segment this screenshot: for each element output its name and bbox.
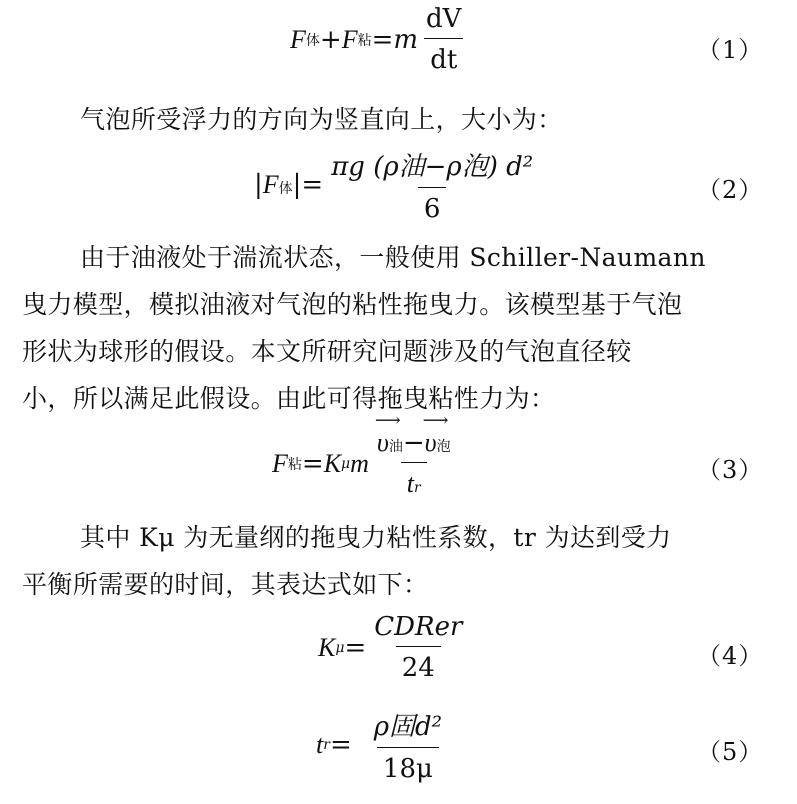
equation-number-3: （3） (697, 456, 764, 484)
equation-number-1: （1） (697, 36, 764, 64)
eq2-fraction (325, 146, 539, 224)
equation-1: F 体 + F 粘 =m $\frac{dV}{dt}$ （1） (290, 4, 764, 75)
equation-5: t r = $\frac{\text{ρ固d²}}{18\mu}$ （5） (0, 702, 797, 802)
eq2-numerator: πg (ρ油−ρ泡) d² (331, 152, 534, 182)
eq5-denominator: 18μ (377, 747, 439, 784)
eq3-numerator: ⟶ υ油−⟶ υ泡 (371, 428, 457, 462)
paragraph-drag-model: 由于油液处于湍流状态，一般使用 Schiller-Naumann 曳力模型，模拟油液对气泡的粘性拖曳力。该模型基于气泡 形状为球形的假设。本文所研究问题涉及的气泡直径较 小，所以满足此假设。由此可得拖曳粘性力为： (22, 243, 706, 413)
eq1-fraction (420, 4, 467, 75)
equation-3: F 粘 = K μ m ⟶ $\frac{\text{υ油−⟶ υ泡}}{tr}$ （3） (0, 420, 797, 520)
equation-number-2: （2） (697, 176, 764, 204)
eq4-denominator: 24 (396, 646, 441, 683)
eq2-denominator: 6 (418, 187, 447, 224)
eq3-fraction (371, 428, 457, 499)
eq5-fraction (368, 706, 448, 784)
equation-4: K μ = $\frac{\text{CDRer}}{24}$ （4） (318, 612, 764, 683)
eq1-denominator: dt (424, 38, 463, 75)
equation-2: |F体 |= $\frac{\text{πg (ρ油−ρ泡) d²}}{6}$ （2） (0, 140, 797, 240)
eq4-numerator: CDRer (374, 612, 463, 642)
paragraph-buoyancy: 气泡所受浮力的方向为竖直向上，大小为： (80, 105, 563, 134)
eq2-lhs: |F体 (254, 170, 293, 200)
equation-number-5: （5） (697, 738, 764, 766)
eq4-fraction (368, 612, 468, 683)
eq1-numerator: dV (426, 4, 462, 34)
eq1-force-buoy: F (290, 24, 306, 54)
equation-number-4: （4） (697, 642, 764, 670)
eq3-denominator: tr (401, 462, 427, 499)
eq5-numerator: ρ固d² (373, 712, 443, 742)
paragraph-coefficients: 其中 Kμ 为无量纲的拖曳力粘性系数，tr 为达到受力 平衡所需要的时间，其表达式如下： (22, 523, 672, 599)
